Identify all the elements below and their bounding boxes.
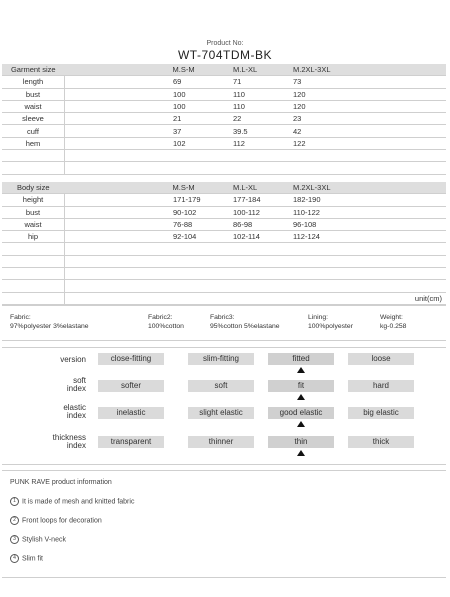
fabric-label: Fabric: [10, 314, 31, 321]
circled-number-icon: 4 [10, 554, 19, 563]
fabric-item [210, 313, 280, 331]
option-chip: hard [348, 380, 414, 392]
option-chip: thick [348, 436, 414, 448]
product-no: WT-704TDM-BK [177, 48, 272, 62]
table-row [2, 255, 446, 267]
row-label: waist [2, 100, 65, 112]
selected-arrow-icon [297, 421, 305, 427]
product-info-panel [2, 470, 446, 578]
fabric-value: kg-0.258 [380, 323, 407, 330]
option-chip-selected: fit [268, 380, 334, 392]
cell: 39.5 [233, 125, 293, 137]
size-header: M.2XL-3XL [293, 182, 353, 194]
selected-arrow-icon [297, 367, 305, 373]
selected-arrow-icon [297, 394, 305, 400]
fabric-info [2, 305, 446, 341]
fabric-item [380, 313, 406, 331]
attribute-label: thickness index [52, 433, 86, 450]
fabric-value: 100%polyester [308, 323, 353, 330]
row-label: bust [2, 206, 65, 218]
cell: 21 [65, 113, 234, 125]
table-row [2, 231, 446, 243]
fabric-item [10, 313, 89, 331]
unit-label: unit(cm) [353, 292, 446, 304]
fabric-item [148, 313, 184, 331]
fabric-label: Fabric2: [148, 314, 173, 321]
cell: 182-190 [293, 194, 353, 206]
option-chip-selected: thin [268, 436, 334, 448]
feature-text: Front loops for decoration [22, 517, 102, 525]
row-label: length [2, 76, 65, 88]
cell: 37 [65, 125, 234, 137]
cell: 69 [65, 76, 234, 88]
cell: 42 [293, 125, 353, 137]
circled-number-icon: 1 [10, 497, 19, 506]
option-chip: slim-fitting [188, 353, 254, 365]
garment-size-title: Garment size [2, 64, 65, 76]
size-header: M.L-XL [233, 182, 293, 194]
feature-item [10, 554, 43, 563]
fabric-label: Lining: [308, 314, 329, 321]
option-chip: transparent [98, 436, 164, 448]
cell: 112 [233, 137, 293, 149]
size-header: M.2XL-3XL [293, 64, 353, 76]
option-chip: thinner [188, 436, 254, 448]
attribute-label: version [60, 355, 86, 364]
fabric-value: 100%cotton [148, 323, 184, 330]
option-chip-selected: fitted [268, 353, 334, 365]
option-chip: slight elastic [188, 407, 254, 419]
cell: 96-108 [293, 218, 353, 230]
cell: 100 [65, 88, 234, 100]
cell: 100-112 [233, 206, 293, 218]
cell: 86-98 [233, 218, 293, 230]
cell: 71 [233, 76, 293, 88]
feature-text: Stylish V-neck [22, 536, 66, 544]
body-size-title: Body size [2, 182, 65, 194]
cell: 76-88 [65, 218, 234, 230]
attribute-label: soft index [66, 376, 86, 393]
cell: 92-104 [65, 231, 234, 243]
option-chip-selected: good elastic [268, 407, 334, 419]
cell: 100 [65, 100, 234, 112]
size-header: M.S-M [65, 64, 234, 76]
option-chip: close-fitting [98, 353, 164, 365]
cell: 102-114 [233, 231, 293, 243]
cell: 120 [293, 100, 353, 112]
circled-number-icon: 3 [10, 535, 19, 544]
table-row [2, 113, 446, 125]
feature-item [10, 516, 102, 525]
row-label: bust [2, 88, 65, 100]
attribute-label: elastic index [63, 403, 86, 420]
fabric-value: 97%polyester 3%elastane [10, 323, 89, 330]
row-label: cuff [2, 125, 65, 137]
row-label: waist [2, 218, 65, 230]
product-info-title: PUNK RAVE product information [10, 479, 112, 486]
cell: 102 [65, 137, 234, 149]
cell: 90-102 [65, 206, 234, 218]
attribute-rating-panel [2, 347, 446, 465]
row-label: height [2, 194, 65, 206]
table-row [2, 243, 446, 255]
row-label: sleeve [2, 113, 65, 125]
fabric-label: Weight: [380, 314, 403, 321]
option-chip: inelastic [98, 407, 164, 419]
feature-text: Slim fit [22, 555, 43, 563]
selected-arrow-icon [297, 450, 305, 456]
table-row [2, 137, 446, 149]
cell: 110 [233, 100, 293, 112]
table-row [2, 268, 446, 280]
garment-size-table [2, 64, 446, 175]
table-row [2, 292, 446, 304]
cell: 23 [293, 113, 353, 125]
fabric-item [308, 313, 353, 331]
option-chip: softer [98, 380, 164, 392]
fabric-label: Fabric3: [210, 314, 235, 321]
option-chip: loose [348, 353, 414, 365]
table-row [2, 162, 446, 174]
option-chip: soft [188, 380, 254, 392]
row-label: hip [2, 231, 65, 243]
cell: 22 [233, 113, 293, 125]
table-row [2, 150, 446, 162]
size-header: M.S-M [65, 182, 234, 194]
cell: 110-122 [293, 206, 353, 218]
table-row [2, 218, 446, 230]
circled-number-icon: 2 [10, 516, 19, 525]
cell: 171-179 [65, 194, 234, 206]
row-label: hem [2, 137, 65, 149]
feature-item [10, 535, 66, 544]
table-row [2, 280, 446, 292]
table-row [2, 206, 446, 218]
product-no-label: Product No: [206, 40, 244, 47]
table-row [2, 88, 446, 100]
size-header: M.L-XL [233, 64, 293, 76]
fabric-value: 95%cotton 5%elastane [210, 323, 280, 330]
cell: 177-184 [233, 194, 293, 206]
cell: 122 [293, 137, 353, 149]
cell: 110 [233, 88, 293, 100]
feature-item [10, 497, 134, 506]
body-size-table [2, 182, 446, 305]
feature-text: It is made of mesh and knitted fabric [22, 498, 135, 506]
cell: 112-124 [293, 231, 353, 243]
table-row [2, 125, 446, 137]
table-row [2, 76, 446, 88]
cell: 120 [293, 88, 353, 100]
cell: 73 [293, 76, 353, 88]
table-row [2, 100, 446, 112]
option-chip: big elastic [348, 407, 414, 419]
table-row [2, 194, 446, 206]
